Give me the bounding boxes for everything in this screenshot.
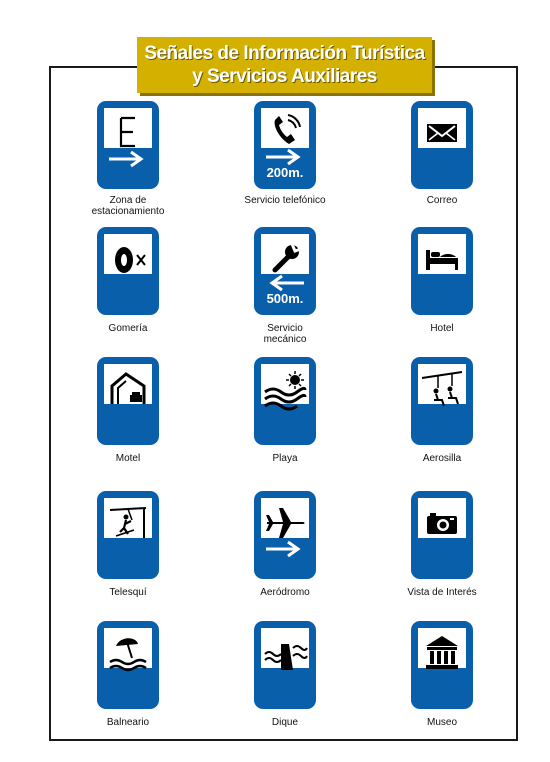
- sign-chairlift: [411, 357, 473, 445]
- parking-e-icon: [104, 108, 152, 148]
- museum-icon: [418, 628, 466, 668]
- caption-viewpoint: Vista de Interés: [407, 587, 477, 598]
- sign-ski-lift: [97, 491, 159, 579]
- caption-tire: Gomería: [108, 323, 148, 334]
- title-banner: [137, 37, 432, 93]
- arrow-right-icon: [264, 540, 306, 558]
- sign-beach: [254, 357, 316, 445]
- caption-dam: Dique: [271, 717, 299, 728]
- sign-dam: [254, 621, 316, 709]
- camera-icon: [418, 498, 466, 538]
- caption-parking: Zona de estacionamiento: [91, 195, 165, 217]
- title-line-2: y Servicios Auxiliares: [192, 66, 377, 87]
- beach-sun-icon: [261, 364, 309, 404]
- arrow-right-icon: [107, 150, 149, 168]
- envelope-icon: [418, 108, 466, 148]
- caption-telephone: Servicio telefónico: [244, 195, 326, 206]
- sign-spa: [97, 621, 159, 709]
- arrow-left-icon: [264, 274, 306, 292]
- sign-museum: [411, 621, 473, 709]
- motel-icon: [104, 364, 152, 404]
- sign-mechanic: [254, 227, 316, 315]
- caption-mail: Correo: [426, 195, 458, 206]
- chairlift-icon: [418, 364, 466, 404]
- sign-telephone: [254, 101, 316, 189]
- distance-label: 200m.: [266, 165, 304, 180]
- dam-icon: [261, 628, 309, 668]
- bed-icon: [418, 234, 466, 274]
- caption-airfield: Aeródromo: [260, 587, 310, 598]
- arrow-right-icon: [264, 148, 306, 166]
- caption-museum: Museo: [426, 717, 457, 728]
- distance-label: 500m.: [266, 291, 304, 306]
- sign-tire: [97, 227, 159, 315]
- caption-beach: Playa: [272, 453, 298, 464]
- ski-lift-icon: [104, 498, 152, 538]
- umbrella-icon: [104, 628, 152, 668]
- sign-hotel: [411, 227, 473, 315]
- caption-spa: Balneario: [106, 717, 150, 728]
- caption-chairlift: Aerosilla: [422, 453, 462, 464]
- sign-airfield: [254, 491, 316, 579]
- sign-parking: [97, 101, 159, 189]
- caption-hotel: Hotel: [430, 323, 454, 334]
- wrench-icon: [261, 234, 309, 274]
- airplane-icon: [261, 498, 309, 538]
- sign-mail: [411, 101, 473, 189]
- title-line-1: Señales de Información Turística: [144, 43, 425, 64]
- caption-motel: Motel: [115, 453, 141, 464]
- caption-mechanic: Servicio mecánico: [263, 323, 307, 345]
- caption-ski-lift: Telesquí: [109, 587, 147, 598]
- sign-motel: [97, 357, 159, 445]
- telephone-icon: [261, 108, 309, 148]
- tire-icon: [104, 234, 152, 274]
- sign-viewpoint: [411, 491, 473, 579]
